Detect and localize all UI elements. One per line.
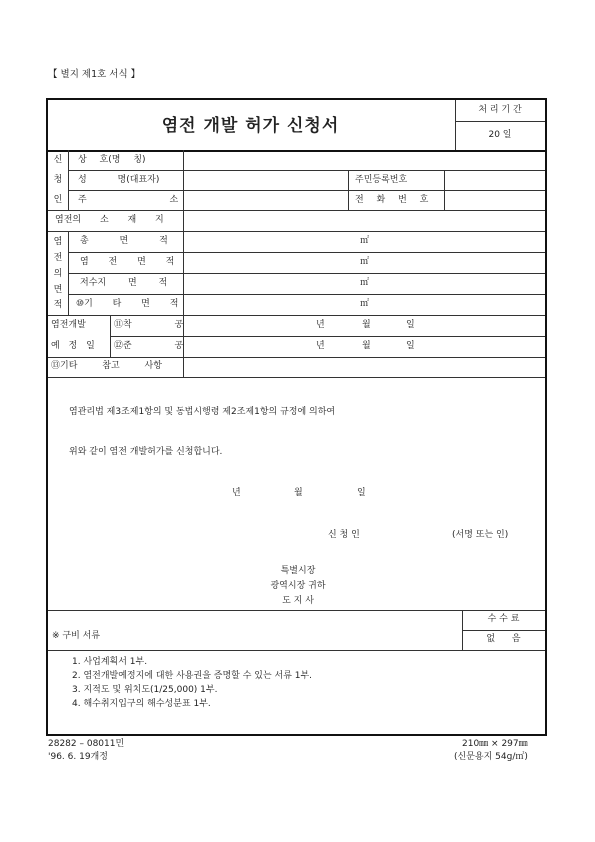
applicant-side-char-2: 청 [53, 175, 63, 185]
area-side-char-3: 의 [53, 269, 63, 279]
start-date-label: ⑪착 공 [114, 320, 184, 330]
legal-basis-text: 염관리법 제3조제1항의 및 동법시행령 제2조제1항의 규정에 의하여 [69, 407, 336, 417]
footer-revision: '96. 6. 19개정 [48, 752, 108, 762]
completion-month: 월 [362, 341, 371, 351]
schedule-label-bottom: 예 정 일 [51, 341, 95, 351]
applicant-signature-label: 신 청 인 [328, 530, 360, 540]
total-area-label: 총 면 적 [80, 236, 168, 246]
apply-year: 년 [232, 488, 241, 498]
trade-name-label: 상 호(명 칭) [78, 155, 146, 165]
start-day: 일 [406, 320, 415, 330]
area-side-char-5: 적 [53, 300, 63, 310]
area-unit-3: ㎡ [360, 278, 370, 288]
area-side-char-4: 면 [53, 285, 63, 295]
form-title: 염전 개발 허가 신청서 [161, 116, 340, 136]
footer-paper-size: 210㎜ × 297㎜ [462, 739, 528, 749]
applicant-side-char-1: 신 [53, 155, 63, 165]
addressee-special-city: 특별시장 [280, 566, 316, 576]
addressee-governor: 도 지 사 [282, 596, 314, 606]
start-year: 년 [316, 320, 325, 330]
required-document-2: 2. 염전개발예정지에 대한 사용권을 증명할 수 있는 서류 1부. [72, 671, 313, 681]
footer-paper-type: (신문용지 54g/㎡) [454, 752, 528, 762]
completion-day: 일 [406, 341, 415, 351]
request-statement: 위와 같이 염전 개발허가를 신청합니다. [69, 447, 223, 457]
signature-note: (서명 또는 인) [452, 530, 509, 540]
required-document-1: 1. 사업계획서 1부. [72, 657, 148, 667]
area-side-char-1: 염 [53, 237, 63, 247]
area-unit-2: ㎡ [360, 257, 370, 267]
reservoir-area-label: 저수지 면 적 [80, 278, 168, 288]
completion-date-label: ⑫준 공 [114, 341, 184, 351]
footer-form-code: 28282 – 08011민 [48, 739, 125, 749]
address-label: 주 소 [78, 195, 179, 205]
addressee-metro-city: 광역시장 귀하 [270, 581, 326, 591]
representative-name-label: 성 명(대표자) [78, 175, 160, 185]
phone-label: 전 화 번 호 [355, 195, 429, 205]
fee-label: 수 수 료 [487, 614, 520, 624]
other-area-label: ⑩기 타 면 적 [76, 299, 179, 309]
applicant-side-char-3: 인 [53, 195, 63, 205]
salt-field-area-label: 염 전 면 적 [80, 257, 175, 267]
resident-number-label: 주민등록번호 [355, 175, 408, 185]
schedule-label-top: 염전개발 [51, 320, 86, 330]
start-month: 월 [362, 320, 371, 330]
other-notes-label: ⑬기타 참고 사항 [51, 361, 162, 371]
area-side-char-2: 전 [53, 253, 63, 263]
required-document-4: 4. 해수취지입구의 해수성분표 1부. [72, 699, 211, 709]
required-documents-title: ※ 구비 서류 [52, 631, 101, 641]
processing-period-value: 20 일 [488, 130, 512, 140]
salt-field-location-label: 염전의 소 재 지 [55, 215, 164, 225]
area-unit-1: ㎡ [360, 236, 370, 246]
completion-year: 년 [316, 341, 325, 351]
fee-value: 없 음 [486, 634, 521, 644]
required-document-3: 3. 지적도 및 위치도(1/25,000) 1부. [72, 685, 218, 695]
form-number-label: 【 별지 제1호 서식 】 [48, 69, 141, 80]
processing-period-label: 처 리 기 간 [478, 105, 522, 115]
apply-day: 일 [357, 488, 366, 498]
area-unit-4: ㎡ [360, 299, 370, 309]
apply-month: 월 [294, 488, 303, 498]
